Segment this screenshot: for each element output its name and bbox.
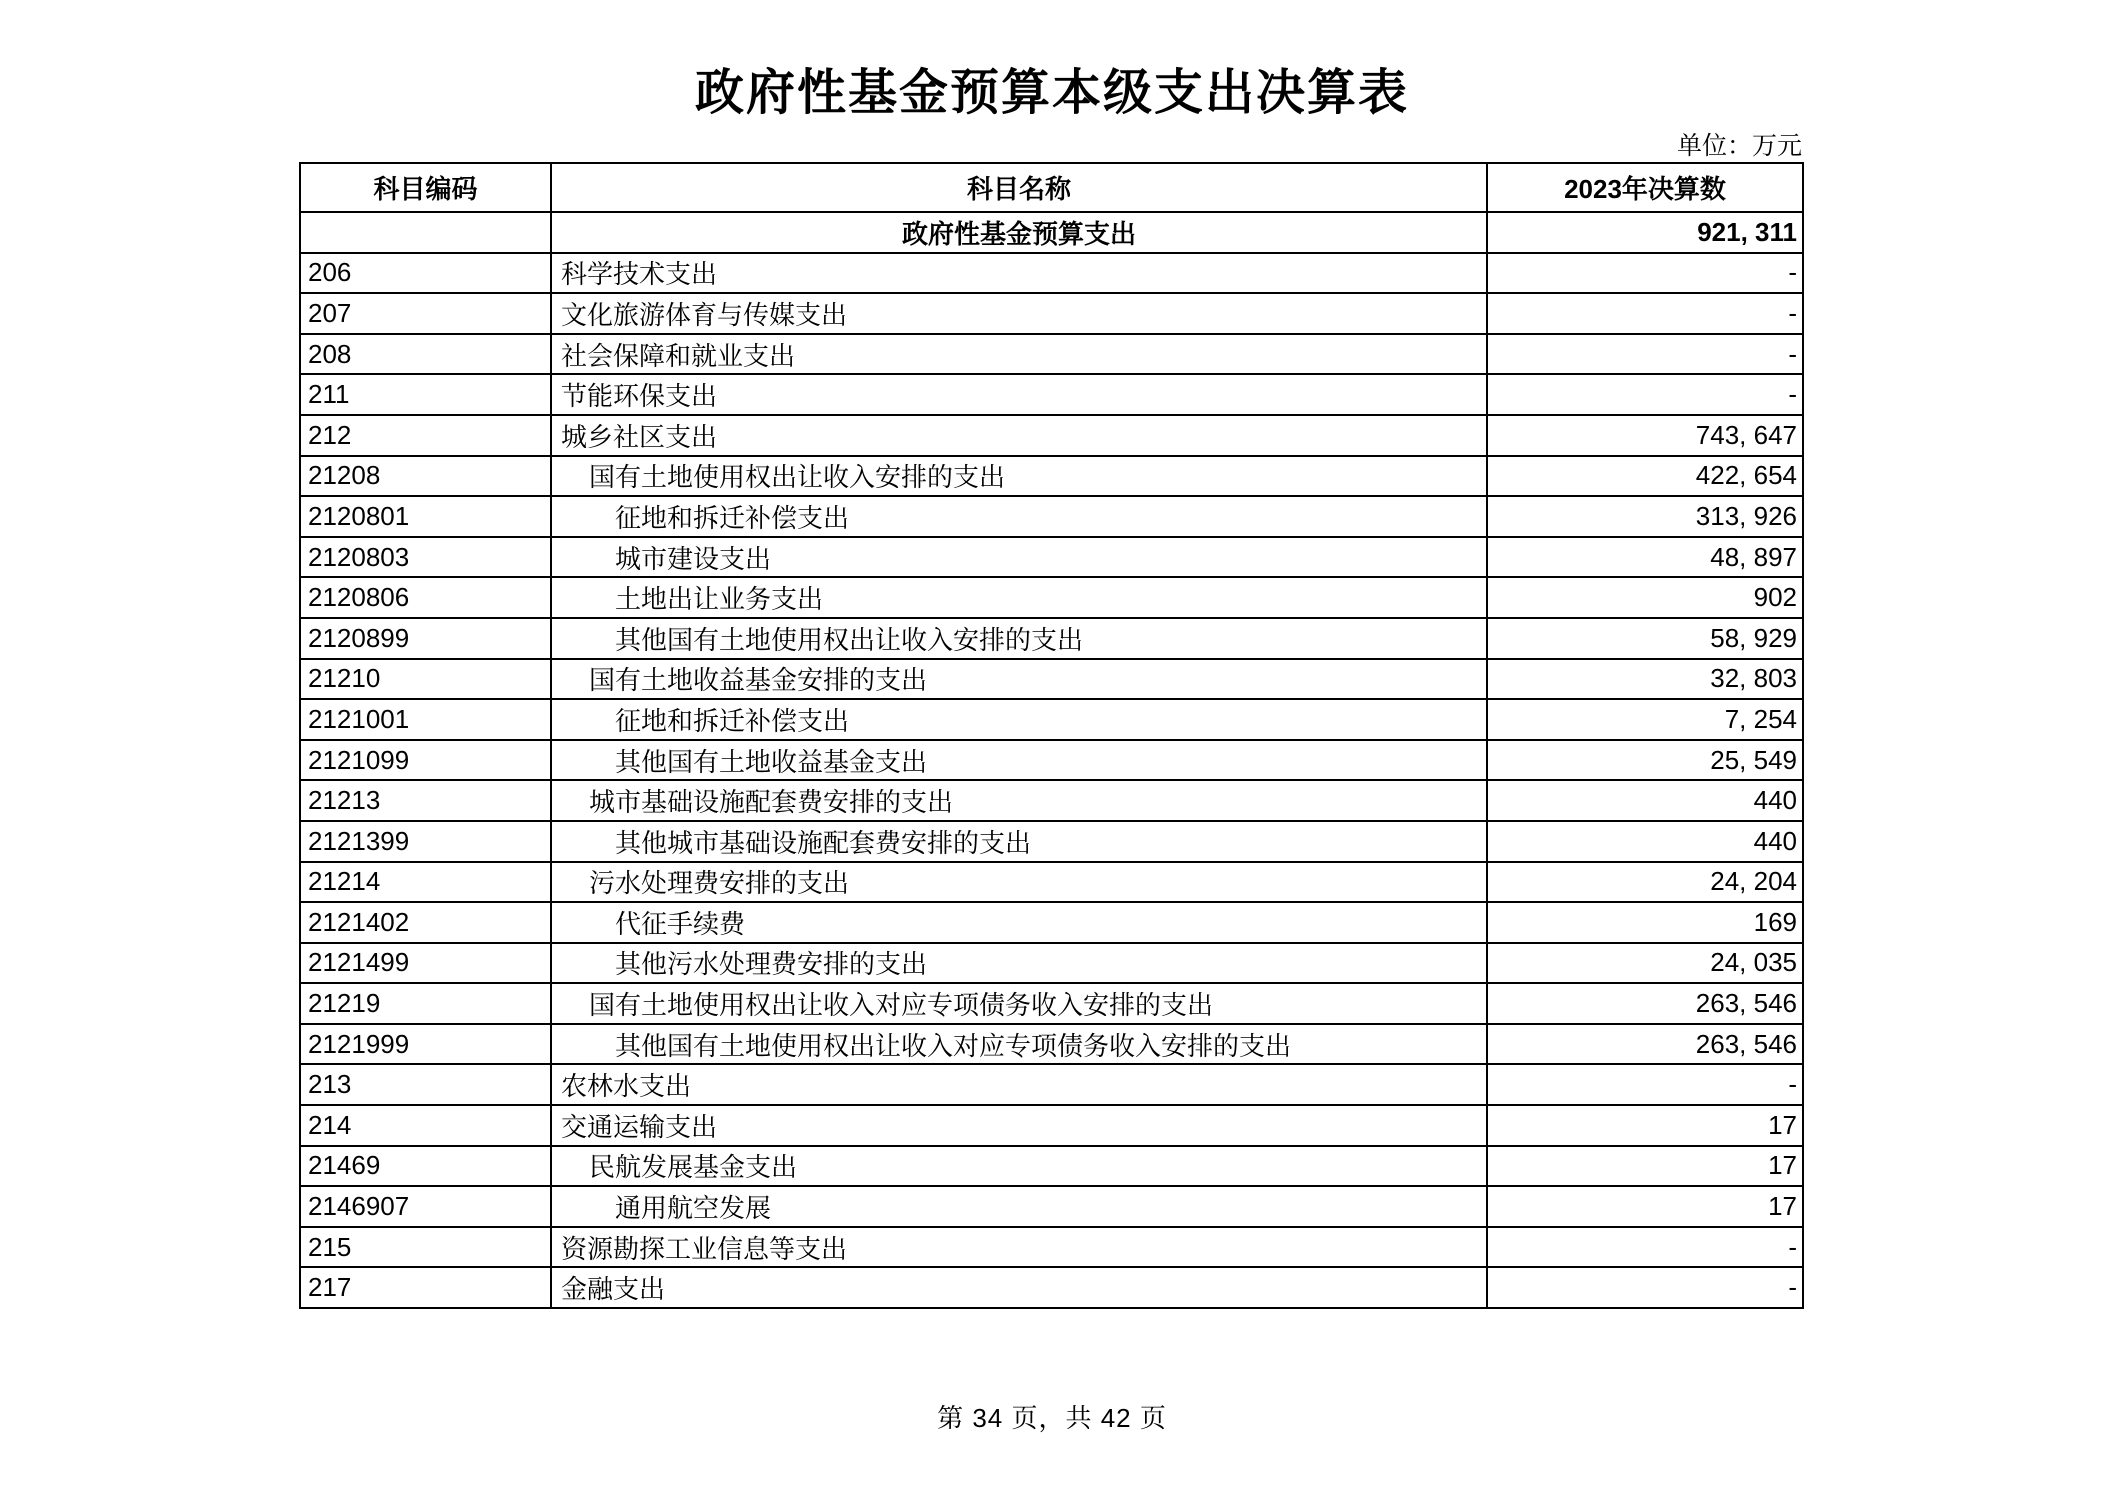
table-row: [300, 334, 1803, 375]
budget-expenditure-table: [299, 162, 1804, 1309]
amount-cell: 440: [1487, 821, 1803, 862]
subject-name-cell: 民航发展基金支出: [551, 1146, 1487, 1187]
column-header-subject-code: 科目编码: [300, 163, 551, 212]
subject-code-cell: 2121399: [300, 821, 551, 862]
subject-code-cell: 215: [300, 1227, 551, 1268]
subject-name-cell: 其他国有土地使用权出让收入对应专项债务收入安排的支出: [551, 1024, 1487, 1065]
page-title: 政府性基金预算本级支出决算表: [694, 66, 1409, 120]
subject-code-cell: 2120899: [300, 618, 551, 659]
amount-cell: 313, 926: [1487, 496, 1803, 537]
subject-code-cell: 212: [300, 415, 551, 456]
subject-name-cell: 国有土地使用权出让收入对应专项债务收入安排的支出: [551, 983, 1487, 1024]
table-row: [300, 618, 1803, 659]
subject-name-cell: 国有土地收益基金安排的支出: [551, 659, 1487, 700]
subject-code-cell: 208: [300, 334, 551, 375]
table-row: [300, 943, 1803, 984]
page-number-footer: 第 34 页，共 42 页: [937, 1403, 1167, 1433]
table-row: [300, 537, 1803, 578]
subject-code-cell: 21469: [300, 1146, 551, 1187]
subject-name-cell: 交通运输支出: [551, 1105, 1487, 1146]
table-row: [300, 821, 1803, 862]
subject-code-cell: 211: [300, 374, 551, 415]
subject-code-cell: 217: [300, 1267, 551, 1308]
amount-cell: 921, 311: [1487, 212, 1803, 253]
table-row: [300, 902, 1803, 943]
table-row: [300, 740, 1803, 781]
subject-name-cell: 其他污水处理费安排的支出: [551, 943, 1487, 984]
amount-cell: -: [1487, 253, 1803, 294]
subject-name-cell: 通用航空发展: [551, 1186, 1487, 1227]
table-row: [300, 456, 1803, 497]
subject-name-cell: 征地和拆迁补偿支出: [551, 699, 1487, 740]
table-row: [300, 1227, 1803, 1268]
amount-cell: -: [1487, 334, 1803, 375]
subject-name-cell: 国有土地使用权出让收入安排的支出: [551, 456, 1487, 497]
table-row: [300, 1267, 1803, 1308]
column-header-amount-2023: 2023年决算数: [1487, 163, 1803, 212]
subject-name-cell: 文化旅游体育与传媒支出: [551, 293, 1487, 334]
amount-cell: 902: [1487, 577, 1803, 618]
amount-cell: 48, 897: [1487, 537, 1803, 578]
subject-code-cell: 21214: [300, 862, 551, 903]
amount-cell: -: [1487, 374, 1803, 415]
subject-code-cell: 2121402: [300, 902, 551, 943]
amount-cell: -: [1487, 293, 1803, 334]
subject-code-cell: 21208: [300, 456, 551, 497]
subject-code-cell: 2120806: [300, 577, 551, 618]
table-row: [300, 699, 1803, 740]
subject-code-cell: 213: [300, 1064, 551, 1105]
subject-name-cell: 农林水支出: [551, 1064, 1487, 1105]
table-row: [300, 212, 1803, 253]
subject-code-cell: 214: [300, 1105, 551, 1146]
amount-cell: 58, 929: [1487, 618, 1803, 659]
table-row: [300, 1186, 1803, 1227]
amount-cell: 422, 654: [1487, 456, 1803, 497]
table-row: [300, 1146, 1803, 1187]
column-header-subject-name: 科目名称: [551, 163, 1487, 212]
amount-cell: -: [1487, 1227, 1803, 1268]
subject-code-cell: 2121001: [300, 699, 551, 740]
amount-cell: -: [1487, 1064, 1803, 1105]
subject-name-cell: 节能环保支出: [551, 374, 1487, 415]
subject-name-cell: 征地和拆迁补偿支出: [551, 496, 1487, 537]
subject-code-cell: 2120801: [300, 496, 551, 537]
table-row: [300, 1105, 1803, 1146]
subject-code-cell: 21210: [300, 659, 551, 700]
subject-name-cell: 城市建设支出: [551, 537, 1487, 578]
table-row: [300, 862, 1803, 903]
amount-cell: 17: [1487, 1146, 1803, 1187]
table-header: [300, 163, 1803, 212]
amount-cell: 7, 254: [1487, 699, 1803, 740]
subject-name-cell: 其他国有土地收益基金支出: [551, 740, 1487, 781]
table-row: [300, 1024, 1803, 1065]
subject-code-cell: 2121999: [300, 1024, 551, 1065]
table-row: [300, 496, 1803, 537]
subject-name-cell: 其他国有土地使用权出让收入安排的支出: [551, 618, 1487, 659]
amount-cell: 263, 546: [1487, 983, 1803, 1024]
table-row: [300, 293, 1803, 334]
amount-cell: -: [1487, 1267, 1803, 1308]
amount-cell: 17: [1487, 1186, 1803, 1227]
subject-name-cell: 科学技术支出: [551, 253, 1487, 294]
amount-cell: 263, 546: [1487, 1024, 1803, 1065]
subject-code-cell: 2120803: [300, 537, 551, 578]
subject-code-cell: [300, 212, 551, 253]
subject-name-cell: 污水处理费安排的支出: [551, 862, 1487, 903]
table-row: [300, 374, 1803, 415]
table-row: [300, 659, 1803, 700]
table-row: [300, 253, 1803, 294]
subject-name-cell: 城市基础设施配套费安排的支出: [551, 780, 1487, 821]
table-row: [300, 780, 1803, 821]
subject-name-cell: 金融支出: [551, 1267, 1487, 1308]
amount-cell: 25, 549: [1487, 740, 1803, 781]
table-row: [300, 1064, 1803, 1105]
amount-cell: 743, 647: [1487, 415, 1803, 456]
subject-code-cell: 2121099: [300, 740, 551, 781]
amount-cell: 440: [1487, 780, 1803, 821]
subject-name-cell: 代征手续费: [551, 902, 1487, 943]
subject-name-cell: 政府性基金预算支出: [551, 212, 1487, 253]
amount-cell: 24, 035: [1487, 943, 1803, 984]
amount-cell: 169: [1487, 902, 1803, 943]
table-header-row: [300, 163, 1803, 212]
subject-code-cell: 2121499: [300, 943, 551, 984]
table-row: [300, 577, 1803, 618]
subject-code-cell: 21213: [300, 780, 551, 821]
table-body: [300, 212, 1803, 1308]
subject-code-cell: 206: [300, 253, 551, 294]
subject-name-cell: 资源勘探工业信息等支出: [551, 1227, 1487, 1268]
subject-code-cell: 2146907: [300, 1186, 551, 1227]
amount-cell: 24, 204: [1487, 862, 1803, 903]
unit-label: 单位：万元: [1676, 132, 1802, 160]
amount-cell: 32, 803: [1487, 659, 1803, 700]
subject-name-cell: 社会保障和就业支出: [551, 334, 1487, 375]
subject-name-cell: 城乡社区支出: [551, 415, 1487, 456]
amount-cell: 17: [1487, 1105, 1803, 1146]
subject-code-cell: 207: [300, 293, 551, 334]
table-row: [300, 983, 1803, 1024]
subject-name-cell: 其他城市基础设施配套费安排的支出: [551, 821, 1487, 862]
subject-name-cell: 土地出让业务支出: [551, 577, 1487, 618]
subject-code-cell: 21219: [300, 983, 551, 1024]
table-row: [300, 415, 1803, 456]
